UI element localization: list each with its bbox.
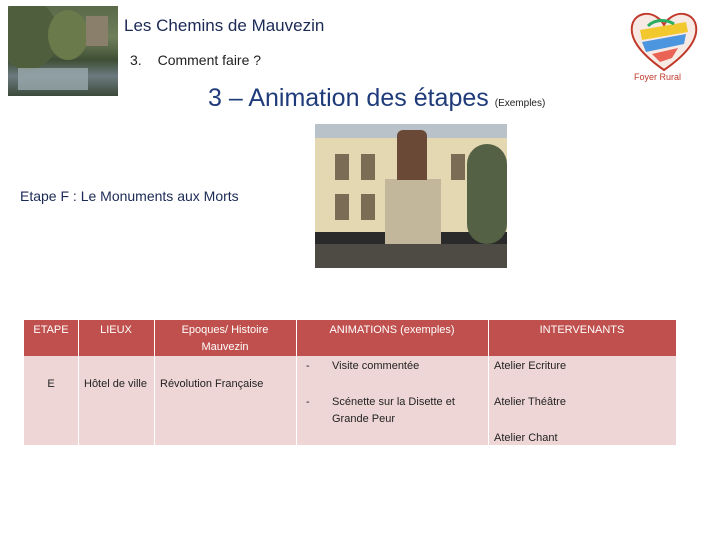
monument-photo-window bbox=[361, 194, 375, 220]
animation-item: Scénette sur la Disette et Grande Peur bbox=[332, 396, 455, 425]
photo-house bbox=[86, 16, 108, 46]
cell-etape: E bbox=[47, 378, 55, 390]
section-label: Etape F : Le Monuments aux Morts bbox=[20, 188, 239, 204]
monument-photo-ground bbox=[315, 244, 507, 268]
cell-epoque: Révolution Française bbox=[160, 378, 264, 390]
animation-bullet: - bbox=[306, 360, 310, 372]
column-divider bbox=[154, 320, 155, 445]
foyer-rural-heart-logo bbox=[628, 8, 700, 72]
monument-photo-window bbox=[335, 154, 349, 180]
monument-photo-statue bbox=[397, 130, 427, 180]
subtitle-text: Comment faire ? bbox=[157, 52, 262, 68]
main-heading bbox=[208, 84, 545, 113]
header-intervenants: INTERVENANTS bbox=[539, 324, 625, 336]
main-heading-text: 3 – Animation des étapes bbox=[208, 84, 489, 112]
header-animations: ANIMATIONS (exemples) bbox=[329, 324, 455, 336]
monument-photo bbox=[315, 124, 507, 268]
main-heading-small: (Exemples) bbox=[494, 98, 546, 109]
intervenant-item: Atelier Théâtre bbox=[494, 396, 566, 408]
intervenant-item: Atelier Chant bbox=[494, 432, 558, 444]
photo-water bbox=[18, 68, 88, 90]
photo-tree-mid bbox=[48, 10, 88, 60]
logo-caption: Foyer Rural bbox=[634, 72, 682, 82]
intervenant-item: Atelier Ecriture bbox=[494, 360, 567, 372]
animation-bullet: - bbox=[306, 396, 310, 408]
page-title: Les Chemins de Mauvezin bbox=[124, 16, 325, 35]
animation-table bbox=[24, 320, 676, 445]
subtitle-number: 3. bbox=[130, 52, 142, 68]
animation-item: Visite commentée bbox=[332, 360, 420, 372]
landscape-photo bbox=[8, 6, 118, 96]
monument-photo-window bbox=[361, 154, 375, 180]
monument-photo-tree bbox=[467, 144, 507, 244]
subtitle bbox=[130, 52, 261, 68]
header-lieux: LIEUX bbox=[100, 324, 132, 336]
header-epoques: Epoques/ Histoire Mauvezin bbox=[181, 324, 269, 353]
monument-photo-window bbox=[451, 154, 465, 180]
monument-photo-window bbox=[335, 194, 349, 220]
header-etape: ETAPE bbox=[33, 324, 69, 336]
monument-photo-pedestal bbox=[385, 179, 441, 249]
cell-lieux: Hôtel de ville bbox=[84, 378, 147, 390]
